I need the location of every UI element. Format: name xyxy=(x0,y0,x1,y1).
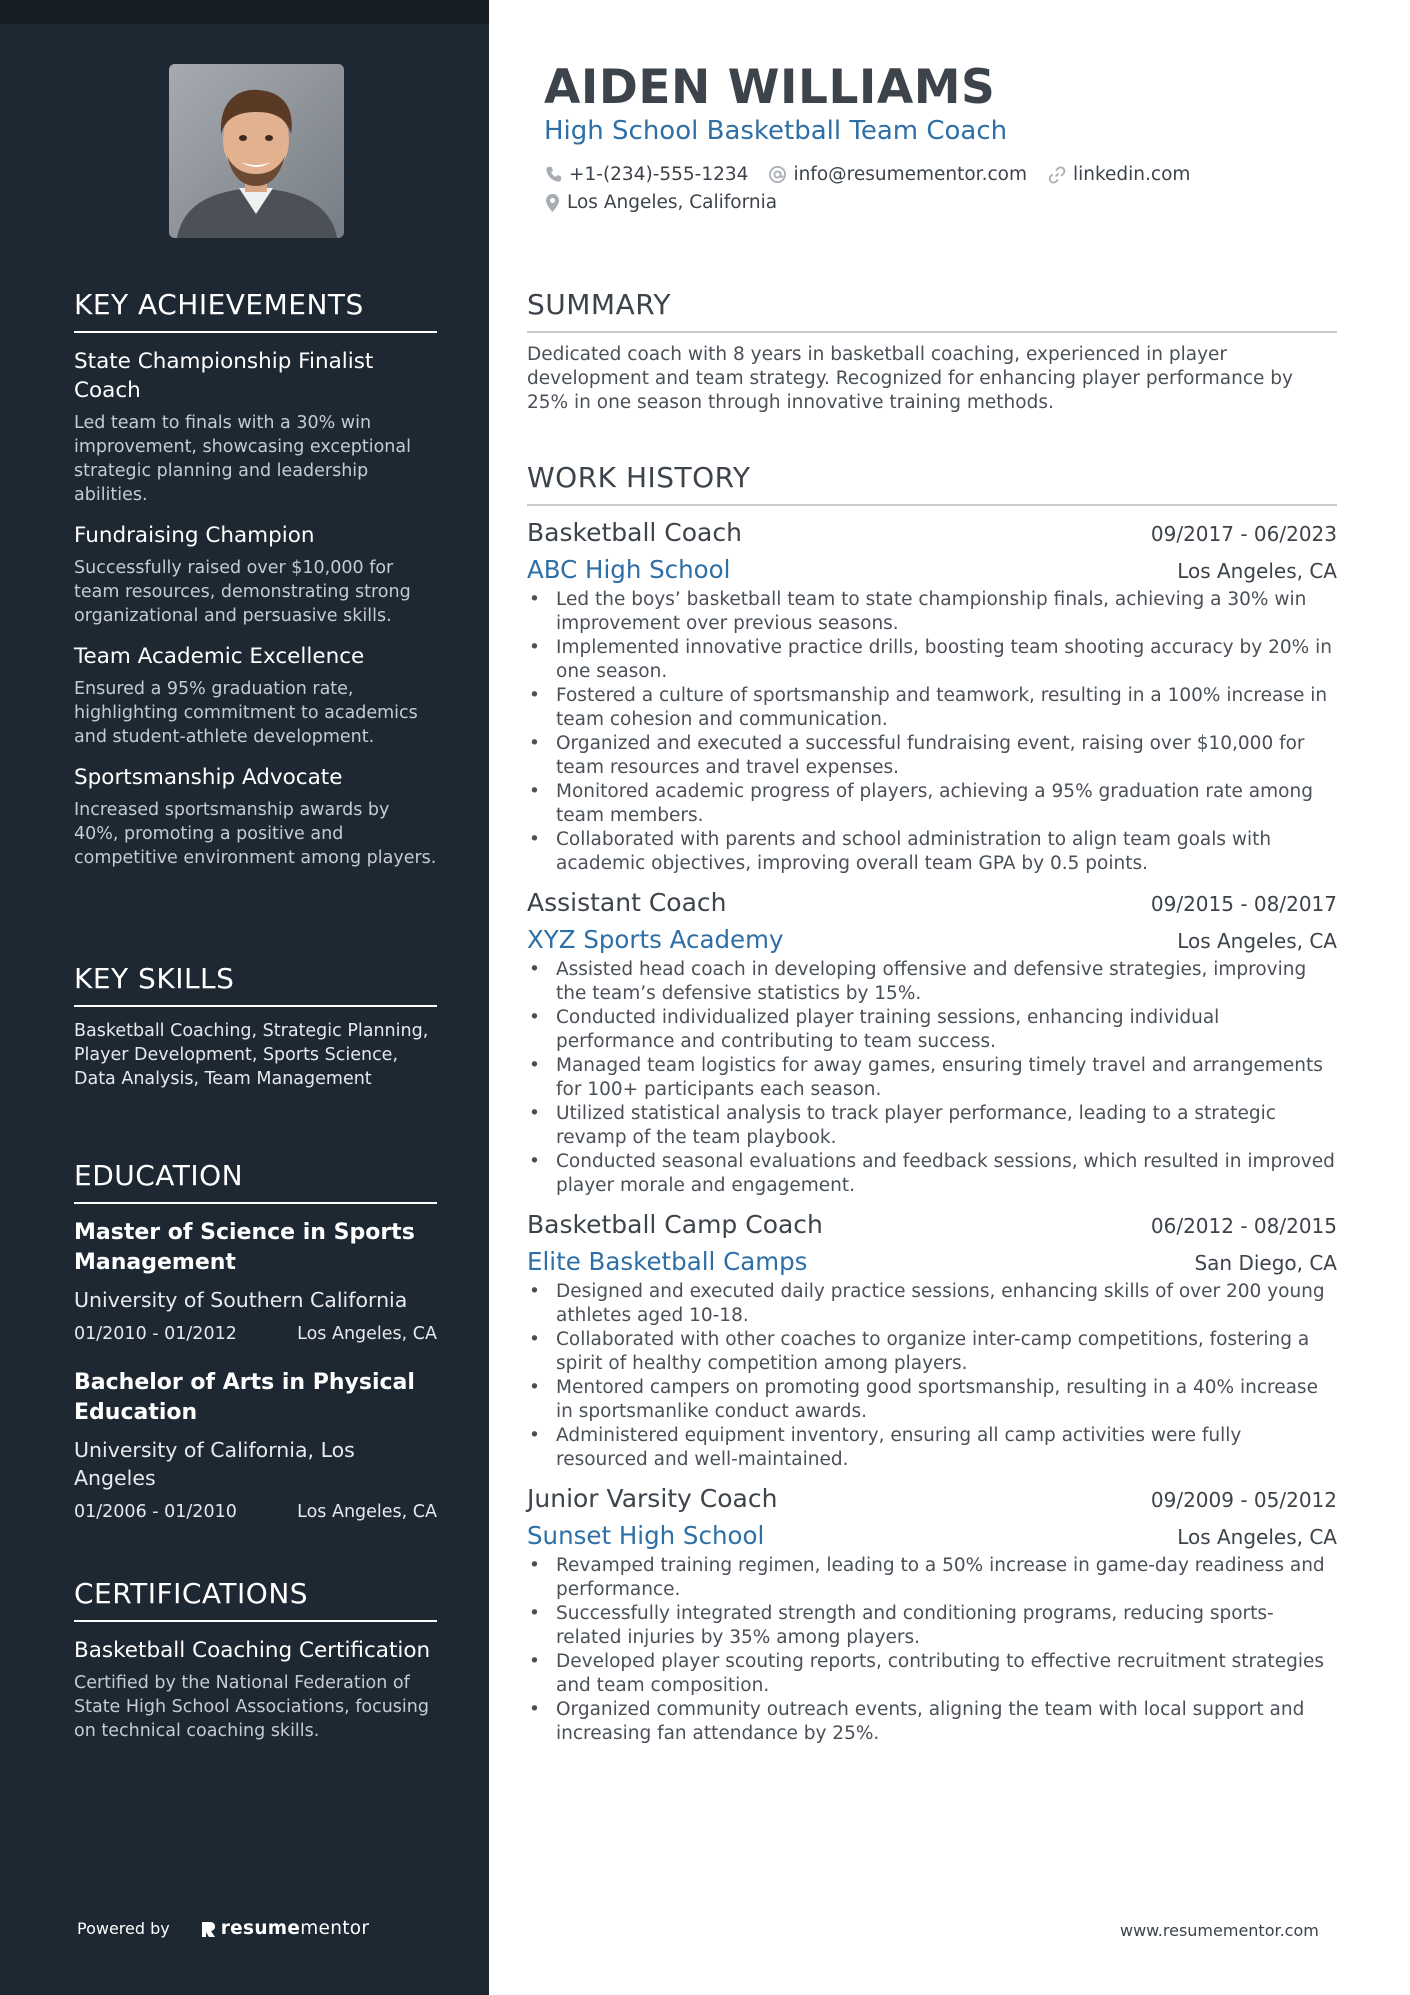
linkedin-text: linkedin.com xyxy=(1072,164,1191,185)
education-location: Los Angeles, CA xyxy=(297,1502,437,1522)
job-bullet: • Fostered a culture of sportsmanship and teamwork, resulting in a 100% increase in team cohesion and communication. xyxy=(527,684,1337,732)
job-bullet: • Administered equipment inventory, ensuring all camp activities were fully resourced and well-maintained. xyxy=(527,1424,1337,1472)
candidate-title: High School Basketball Team Coach xyxy=(544,116,1008,146)
job-dates: 09/2009 - 05/2012 xyxy=(1150,1488,1337,1512)
job-bullet: • Conducted seasonal evaluations and feedback sessions, which resulted in improved player morale and engagement. xyxy=(527,1150,1337,1198)
main-content xyxy=(527,0,1337,1995)
skills-heading: KEY SKILLS xyxy=(74,962,437,1007)
education-item xyxy=(74,1368,437,1522)
job-location: Los Angeles, CA xyxy=(1177,559,1337,583)
achievement-desc: Ensured a 95% graduation rate, highlighting commitment to academics and student-athlete development. xyxy=(74,679,418,747)
website-link[interactable]: www.resumementor.com xyxy=(1120,1921,1319,1940)
job-bullet: • Assisted head coach in developing offensive and defensive strategies, improving the team’s defensive statistics by 15%. xyxy=(527,958,1337,1006)
job-bullet: • Developed player scouting reports, contributing to effective recruitment strategies and team composition. xyxy=(527,1650,1337,1698)
job-location: San Diego, CA xyxy=(1194,1251,1337,1275)
achievement-item xyxy=(74,763,437,870)
logo-text-bold: resume xyxy=(220,1918,301,1939)
job-company: ABC High School xyxy=(527,555,731,584)
resumementor-logo[interactable] xyxy=(200,1918,370,1939)
education-meta xyxy=(74,1502,437,1522)
job-company: Sunset High School xyxy=(527,1521,765,1550)
job-location: Los Angeles, CA xyxy=(1177,1525,1337,1549)
candidate-name: AIDEN WILLIAMS xyxy=(544,60,996,115)
location-text: Los Angeles, California xyxy=(567,192,778,213)
certification-desc: Certified by the National Federation of State High School Associations, focusing on technical coaching skills. xyxy=(74,1673,429,1741)
education-section xyxy=(74,1159,437,1522)
job-location: Los Angeles, CA xyxy=(1177,929,1337,953)
work-history-heading: WORK HISTORY xyxy=(527,461,1337,506)
summary-section xyxy=(527,288,1337,415)
job-bullet: • Organized community outreach events, aligning the team with local support and increasing fan attendance by 25%. xyxy=(527,1698,1337,1746)
job-bullets xyxy=(527,588,1337,876)
job-bullet: • Collaborated with parents and school administration to align team goals with academic objectives, improving overall team GPA by 0.5 points. xyxy=(527,828,1337,876)
job-dates: 06/2012 - 08/2015 xyxy=(1150,1214,1337,1238)
achievement-title: State Championship Finalist Coach xyxy=(74,349,374,403)
job-bullet: • Led the boys’ basketball team to state championship finals, achieving a 30% win improvement over previous seasons. xyxy=(527,588,1337,636)
job-entry xyxy=(527,888,1337,1198)
education-meta xyxy=(74,1324,437,1344)
education-item xyxy=(74,1218,437,1344)
job-bullet: • Organized and executed a successful fundraising event, raising over $10,000 for team resources and travel expenses. xyxy=(527,732,1337,780)
powered-by-label: Powered by xyxy=(77,1919,170,1938)
job-bullet: • Conducted individualized player training sessions, enhancing individual performance and contributing to team success. xyxy=(527,1006,1337,1054)
education-dates: 01/2006 - 01/2010 xyxy=(74,1502,237,1522)
achievement-item xyxy=(74,347,437,507)
achievement-desc: Increased sportsmanship awards by 40%, promoting a positive and competitive environment among players. xyxy=(74,800,437,868)
job-bullet: • Mentored campers on promoting good sportsmanship, resulting in a 40% increase in sportsmanlike conduct awards. xyxy=(527,1376,1337,1424)
achievement-title: Sportsmanship Advocate xyxy=(74,765,343,790)
achievements-heading: KEY ACHIEVEMENTS xyxy=(74,288,437,333)
job-entry xyxy=(527,1484,1337,1746)
job-bullet: • Implemented innovative practice drills, boosting team shooting accuracy by 20% in one season. xyxy=(527,636,1337,684)
job-bullet: • Managed team logistics for away games, ensuring timely travel and arrangements for 100+ participants each season. xyxy=(527,1054,1337,1102)
job-dates: 09/2015 - 08/2017 xyxy=(1150,892,1337,916)
job-company: Elite Basketball Camps xyxy=(527,1247,808,1276)
job-bullet: • Collaborated with other coaches to organize inter-camp competitions, fostering a spirit of healthy competition among players. xyxy=(527,1328,1337,1376)
certifications-heading: CERTIFICATIONS xyxy=(74,1577,437,1622)
education-location: Los Angeles, CA xyxy=(297,1324,437,1344)
skills-list: Basketball Coaching, Strategic Planning, Player Development, Sports Science, Data Analysis, Team Management xyxy=(74,1021,429,1089)
education-school: University of Southern California xyxy=(74,1288,408,1312)
job-bullet: • Revamped training regimen, leading to a 50% increase in game-day readiness and performance. xyxy=(527,1554,1337,1602)
summary-text: Dedicated coach with 8 years in basketball coaching, experienced in player development and team strategy. Recognized for enhancing player performance by 25% in one season through innovative training methods. xyxy=(527,344,1293,413)
job-bullets xyxy=(527,958,1337,1198)
job-bullet: • Designed and executed daily practice sessions, enhancing skills of over 200 young athletes aged 10-18. xyxy=(527,1280,1337,1328)
summary-heading: SUMMARY xyxy=(527,288,1337,333)
phone-text: +1-(234)-555-1234 xyxy=(569,164,749,185)
skills-section xyxy=(74,962,437,1091)
powered-by xyxy=(77,1918,369,1939)
achievements-section xyxy=(74,288,437,870)
achievement-desc: Led team to finals with a 30% win improvement, showcasing exceptional strategic planning and leadership abilities. xyxy=(74,413,411,505)
job-dates: 09/2017 - 06/2023 xyxy=(1150,522,1337,546)
job-company: XYZ Sports Academy xyxy=(527,925,784,954)
job-title: Basketball Camp Coach xyxy=(527,1210,823,1239)
job-bullets xyxy=(527,1554,1337,1746)
education-heading: EDUCATION xyxy=(74,1159,437,1204)
education-dates: 01/2010 - 01/2012 xyxy=(74,1324,237,1344)
sidebar-top-bar xyxy=(0,0,489,24)
education-degree: Bachelor of Arts in Physical Education xyxy=(74,1370,415,1425)
certification-item xyxy=(74,1636,437,1743)
email-text: info@resumementor.com xyxy=(793,164,1027,185)
job-title: Junior Varsity Coach xyxy=(527,1484,778,1513)
work-history-section xyxy=(527,461,1337,1746)
job-entry xyxy=(527,1210,1337,1472)
profile-photo xyxy=(169,64,344,238)
achievement-desc: Successfully raised over $10,000 for team resources, demonstrating strong organizational and persuasive skills. xyxy=(74,558,411,626)
job-entry xyxy=(527,518,1337,876)
achievement-title: Fundraising Champion xyxy=(74,523,315,548)
job-title: Assistant Coach xyxy=(527,888,727,917)
education-degree: Master of Science in Sports Management xyxy=(74,1220,415,1275)
logo-text-light: mentor xyxy=(300,1918,370,1939)
education-school: University of California, Los Angeles xyxy=(74,1438,355,1490)
job-title: Basketball Coach xyxy=(527,518,742,547)
job-bullets xyxy=(527,1280,1337,1472)
job-bullet: • Utilized statistical analysis to track player performance, leading to a strategic revamp of the team playbook. xyxy=(527,1102,1337,1150)
sidebar xyxy=(0,0,489,1995)
resumementor-logo-icon xyxy=(200,1920,216,1938)
achievement-item xyxy=(74,521,437,628)
achievement-title: Team Academic Excellence xyxy=(74,644,365,669)
achievement-item xyxy=(74,642,437,749)
certification-title: Basketball Coaching Certification xyxy=(74,1638,431,1663)
certifications-section xyxy=(74,1577,437,1743)
job-bullet: • Successfully integrated strength and conditioning programs, reducing sports-related injuries by 35% among players. xyxy=(527,1602,1337,1650)
job-bullet: • Monitored academic progress of players, achieving a 95% graduation rate among team members. xyxy=(527,780,1337,828)
